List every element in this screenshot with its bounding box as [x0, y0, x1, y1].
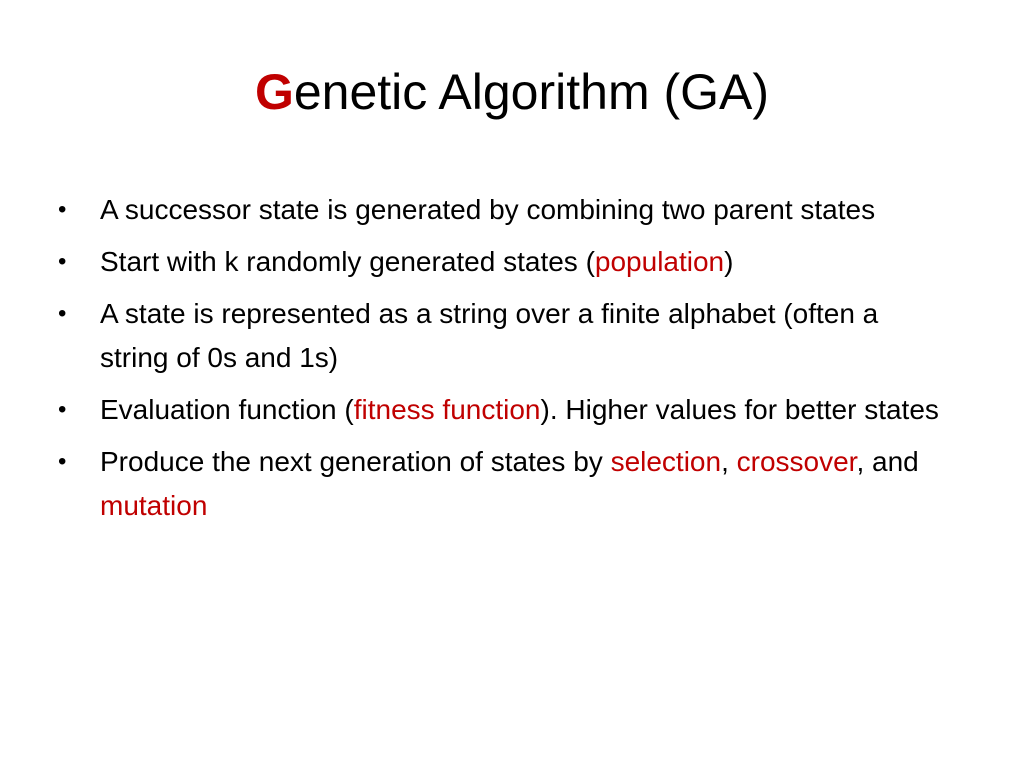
term-mutation: mutation: [100, 490, 208, 521]
bullet-item-5: [58, 440, 948, 528]
bullet-text: A state is represented as a string over a finite alphabet (often a string of 0s and 1s): [100, 298, 879, 373]
bullet-text-post: ). Higher values for better states: [540, 394, 939, 425]
title-text: enetic Algorithm (GA): [293, 64, 770, 120]
bullet-text-pre: Start with k randomly generated states (: [100, 246, 595, 277]
bullet-text-post: ): [724, 246, 734, 277]
term-selection: selection: [610, 446, 722, 477]
bullet-text-sep: ,: [721, 446, 737, 477]
term-population: population: [594, 246, 725, 277]
bullet-text: A successor state is generated by combining two parent states: [100, 194, 876, 225]
bullet-icon: •: [58, 300, 67, 327]
bullet-icon: •: [58, 448, 67, 475]
bullet-list: [58, 188, 948, 536]
bullet-icon: •: [58, 248, 67, 275]
bullet-item-2: [58, 240, 948, 284]
bullet-text-sep: , and: [856, 446, 919, 477]
slide-title: [0, 62, 1024, 122]
bullet-text-pre: Evaluation function (: [100, 394, 354, 425]
bullet-item-4: [58, 388, 948, 432]
term-crossover: crossover: [736, 446, 857, 477]
title-accent-letter: G: [254, 64, 294, 120]
bullet-item-1: [58, 188, 948, 232]
bullet-icon: •: [58, 196, 67, 223]
bullet-text-pre: Produce the next generation of states by: [100, 446, 611, 477]
bullet-item-3: [58, 292, 948, 380]
bullet-icon: •: [58, 396, 67, 423]
term-fitness-function: fitness function: [353, 394, 541, 425]
